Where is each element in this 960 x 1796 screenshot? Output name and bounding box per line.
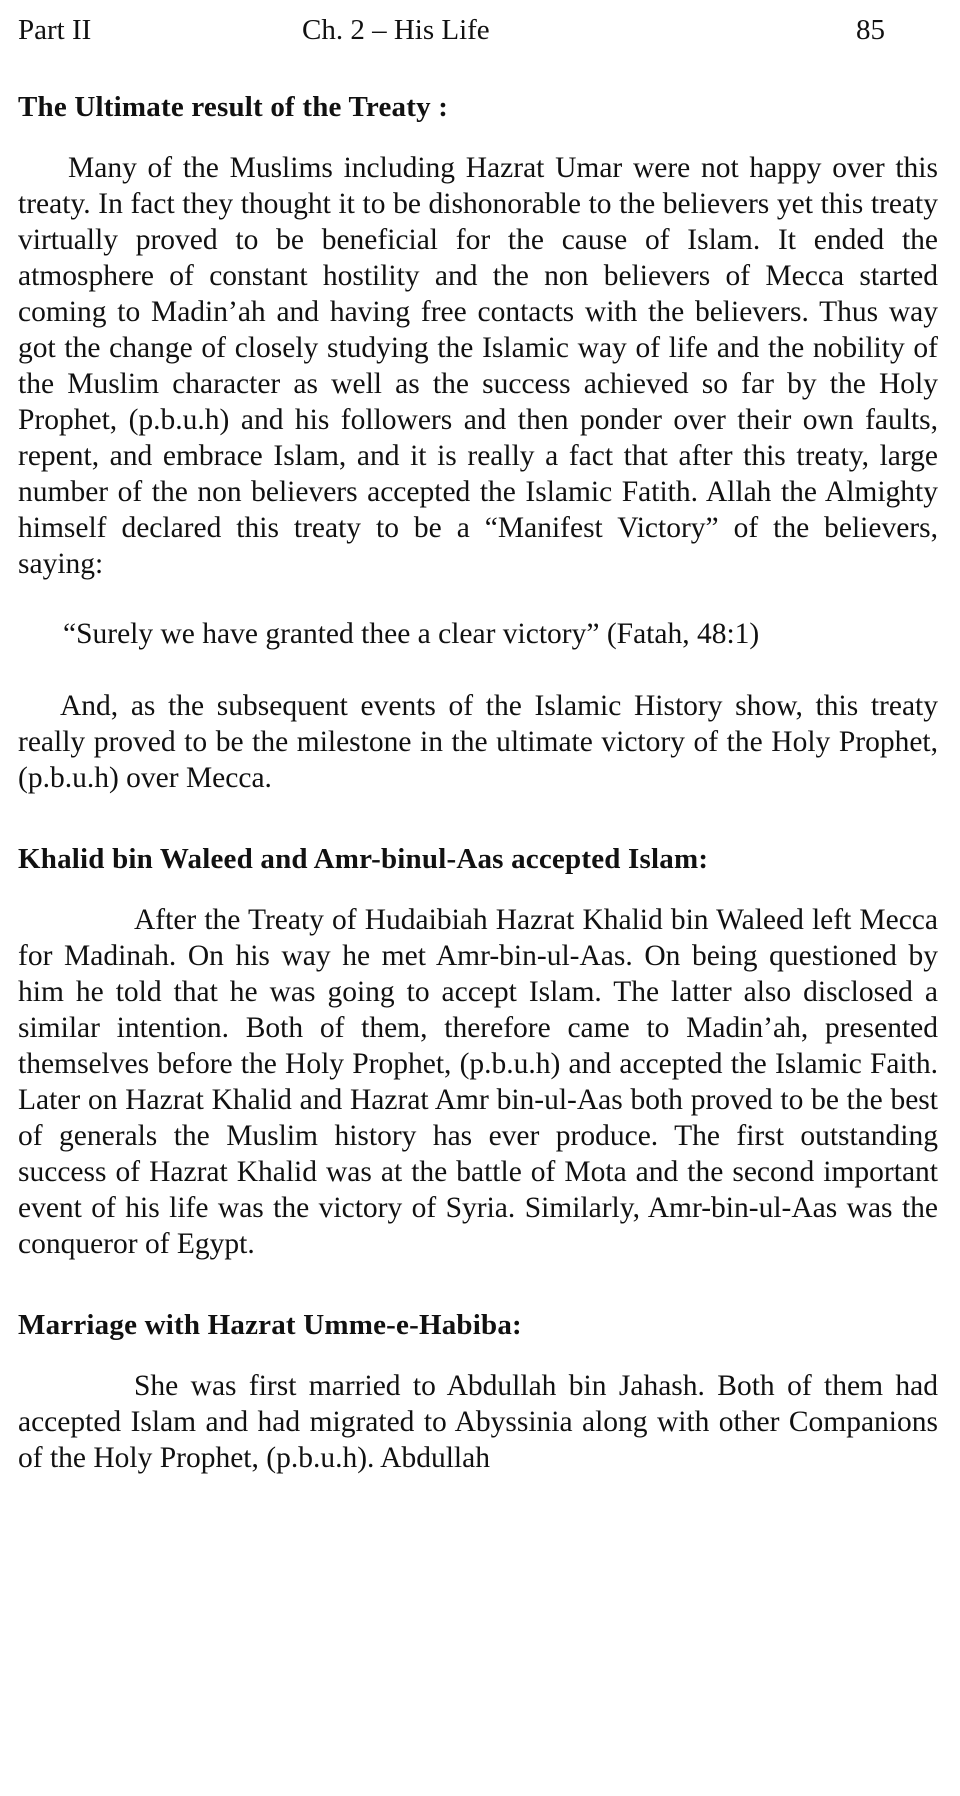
section-heading: The Ultimate result of the Treaty : [18, 91, 449, 123]
section-khalid-amr [18, 842, 938, 1262]
body-paragraph: Many of the Muslims including Hazrat Umar were not happy over this treaty. In fact they thought it to be dishonorable to the believers yet this treaty virtually proved to be beneficial for the cause of Islam. It ended the atmosphere of constant hostility and the non believers of Mecca started coming to Madin’ah and having free contacts with the believers. Thus way got the change of closely studying the Islamic way of life and the nobility of the Muslim character as well as the success achieved so far by the Holy Prophet, (p.b.u.h) and his followers and then ponder over their own faults, repent, and embrace Islam, and it is really a fact that after this treaty, large number of the non believers accepted the Islamic Fatith. Allah the Almighty himself declared this treaty to be a “Manifest Victory” of the believers, saying: [18, 152, 938, 580]
section-heading: Khalid bin Waleed and Amr-binul-Aas accepted Islam: [18, 843, 709, 875]
section-umme-habiba [18, 1308, 938, 1476]
page-number: 85 [856, 14, 885, 46]
body-paragraph: She was first married to Abdullah bin Jahash. Both of them had accepted Islam and had migrated to Abyssinia along with other Companions of the Holy Prophet, (p.b.u.h). Abdullah [18, 1370, 938, 1474]
body-paragraph: After the Treaty of Hudaibiah Hazrat Khalid bin Waleed left Mecca for Madinah. On his way he met Amr-bin-ul-Aas. On being questioned by him he told that he was going to accept Islam. The latter also disclosed a similar intention. Both of them, therefore came to Madin’ah, presented themselves before the Holy Prophet, (p.b.u.h) and accepted the Islamic Faith. Later on Hazrat Khalid and Hazrat Amr bin-ul-Aas both proved to be the best of generals the Muslim history has ever produce. The first outstanding success of Hazrat Khalid was at the battle of Mota and the second important event of his life was the victory of Syria. Similarly, Amr-bin-ul-Aas was the conqueror of Egypt. [18, 904, 938, 1260]
quran-quote: “Surely we have granted thee a clear victory” (Fatah, 48:1) [63, 618, 760, 650]
body-paragraph: And, as the subsequent events of the Islamic History show, this treaty really proved to be the milestone in the ultimate victory of the Holy Prophet, (p.b.u.h) over Mecca. [18, 690, 938, 794]
chapter-title: Ch. 2 – His Life [302, 14, 490, 46]
section-heading: Marriage with Hazrat Umme-e-Habiba: [18, 1309, 522, 1341]
part-label: Part II [18, 14, 92, 46]
section-treaty-result [18, 90, 938, 796]
running-header [18, 12, 938, 56]
